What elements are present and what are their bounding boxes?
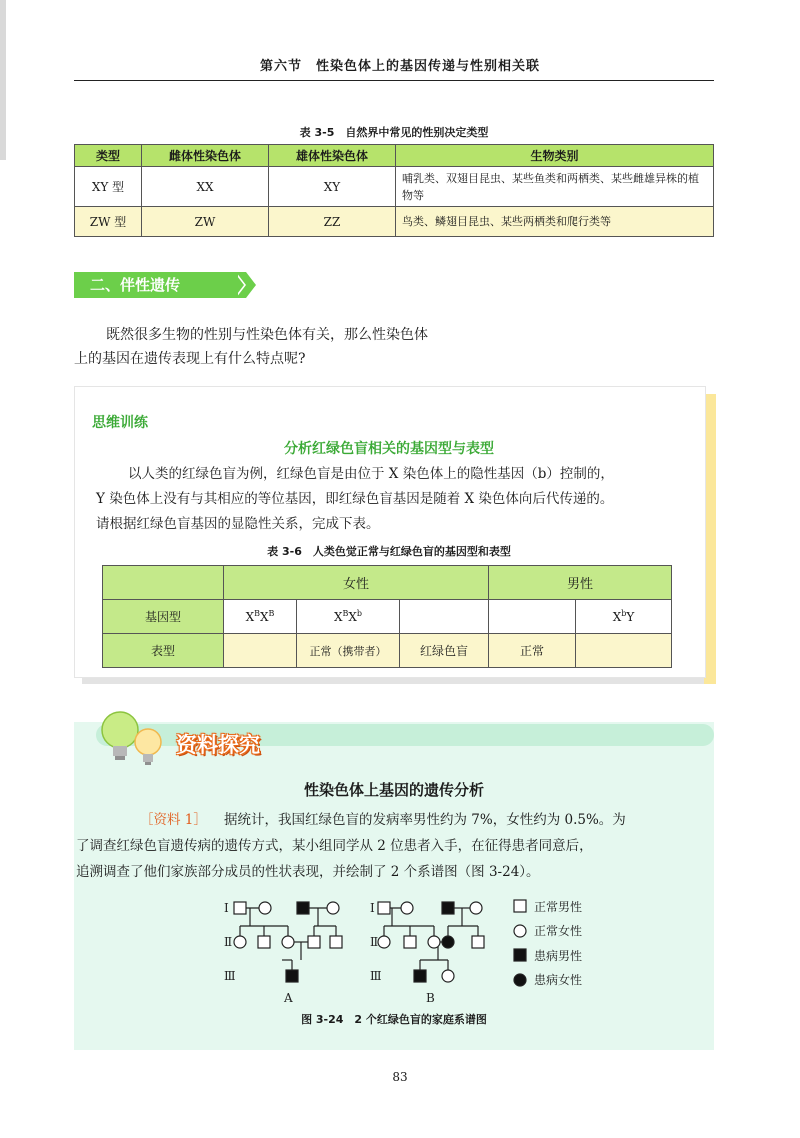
running-header: 第六节 性染色体上的基因传递与性别相关联 xyxy=(259,59,540,74)
family-label: B xyxy=(426,991,435,1005)
affected-male-symbol xyxy=(297,902,309,914)
normal-male-symbol xyxy=(472,936,484,948)
legend-label: 患病男性 xyxy=(534,949,583,963)
gen-label: Ⅰ xyxy=(370,901,375,915)
resource-tag: ［资料 1］ xyxy=(140,812,207,828)
family-label: A xyxy=(284,991,293,1005)
phenotype-cell: 正常（携带者） xyxy=(297,634,400,668)
female-header: 女性 xyxy=(224,566,489,600)
col-header: 雌体性染色体 xyxy=(142,145,269,167)
normal-female-symbol xyxy=(378,936,390,948)
normal-female-symbol xyxy=(428,936,440,948)
table-cell: XX xyxy=(142,167,269,207)
legend-label: 正常男性 xyxy=(534,900,583,914)
table-cell xyxy=(103,566,224,600)
gen-label: Ⅰ xyxy=(224,901,229,915)
section-banner: 二、伴性遗传 xyxy=(74,272,238,298)
lightbulb-icon xyxy=(92,708,172,768)
col-header: 雄体性染色体 xyxy=(269,145,396,167)
col-header: 生物类别 xyxy=(396,145,714,167)
page-number: 83 xyxy=(392,1070,408,1084)
affected-male-symbol xyxy=(286,970,298,982)
row-header: 基因型 xyxy=(103,600,224,634)
affected-male-symbol xyxy=(442,902,454,914)
normal-female-symbol xyxy=(470,902,482,914)
resource-line: 了调查红绿色盲遗传病的遗传方式，某小组同学从 2 位患者入手，在征得患者同意后， xyxy=(76,838,593,854)
normal-male-symbol xyxy=(330,936,342,948)
resource-line: 据统计，我国红绿色盲的发病率男性约为 7%，女性约为 0.5%。为 xyxy=(224,812,626,828)
resource-title: 资料探究 xyxy=(176,733,260,757)
table-cell: 哺乳类、双翅目昆虫、某些鱼类和两栖类、某些雌雄异株的植物等 xyxy=(396,167,714,207)
legend-normal-female-icon xyxy=(514,925,526,937)
normal-female-symbol xyxy=(401,902,413,914)
genotype-cell: $X^BX^B$ xyxy=(224,600,297,634)
phenotype-cell: 红绿色盲 xyxy=(400,634,489,668)
normal-female-symbol xyxy=(282,936,294,948)
page-edge-rule xyxy=(0,0,6,160)
genotype-cell xyxy=(400,600,489,634)
box-label: 思维训练 xyxy=(92,415,148,431)
legend-affected-male-icon xyxy=(514,949,526,961)
table-3-5 xyxy=(74,144,714,237)
legend-affected-female-icon xyxy=(514,974,526,986)
resource-line: 追溯调查了他们家族部分成员的性状表现，并绘制了 2 个系谱图（图 3-24）。 xyxy=(76,864,540,880)
body-line: 请根据红绿色盲基因的显隐性关系，完成下表。 xyxy=(96,516,380,532)
genotype-cell xyxy=(489,600,576,634)
normal-female-symbol xyxy=(442,970,454,982)
pedigree-diagram xyxy=(74,888,714,1010)
male-header: 男性 xyxy=(489,566,672,600)
table-3-6 xyxy=(102,565,672,668)
legend-normal-male-icon xyxy=(514,900,526,912)
row-header: 表型 xyxy=(103,634,224,668)
table-row xyxy=(103,600,672,634)
normal-male-symbol xyxy=(258,936,270,948)
phenotype-cell: 正常 xyxy=(489,634,576,668)
normal-male-symbol xyxy=(378,902,390,914)
normal-male-symbol xyxy=(404,936,416,948)
gen-label: Ⅲ xyxy=(370,969,382,983)
normal-male-symbol xyxy=(308,936,320,948)
gen-label: Ⅲ xyxy=(224,969,236,983)
table-cell: 鸟类、鳞翅目昆虫、某些两栖类和爬行类等 xyxy=(396,207,714,237)
table-header-row xyxy=(103,566,672,600)
table-cell: XY xyxy=(269,167,396,207)
gen-label: Ⅱ xyxy=(224,935,233,949)
double-chevron-icon xyxy=(222,270,256,300)
legend-label: 正常女性 xyxy=(534,924,583,938)
table-cell: XY 型 xyxy=(75,167,142,207)
table-row xyxy=(75,207,714,237)
header-rule xyxy=(74,80,714,81)
body-line: 以人类的红绿色盲为例，红绿色盲是由位于 X 染色体上的隐性基因（b）控制的， xyxy=(128,466,614,482)
normal-male-symbol xyxy=(234,902,246,914)
table-cell: ZZ xyxy=(269,207,396,237)
box-title: 分析红绿色盲相关的基因型与表型 xyxy=(284,441,494,457)
table-3-5-caption: 表 3-5 自然界中常见的性别决定类型 xyxy=(299,126,489,139)
genotype-cell: $X^bY$ xyxy=(576,600,672,634)
normal-female-symbol xyxy=(234,936,246,948)
normal-female-symbol xyxy=(259,902,271,914)
legend-label: 患病女性 xyxy=(534,973,583,987)
genotype-cell: $X^BX^b$ xyxy=(297,600,400,634)
phenotype-cell xyxy=(576,634,672,668)
table-header-row xyxy=(75,145,714,167)
table-row xyxy=(103,634,672,668)
table-row xyxy=(75,167,714,207)
table-cell: ZW 型 xyxy=(75,207,142,237)
col-header: 类型 xyxy=(75,145,142,167)
affected-male-symbol xyxy=(414,970,426,982)
intro-line: 上的基因在遗传表现上有什么特点呢? xyxy=(74,351,306,367)
phenotype-cell xyxy=(224,634,297,668)
normal-female-symbol xyxy=(327,902,339,914)
resource-heading: 性染色体上基因的遗传分析 xyxy=(303,781,484,799)
affected-female-symbol xyxy=(442,936,454,948)
intro-line: 既然很多生物的性别与性染色体有关，那么性染色体 xyxy=(106,327,428,343)
table-cell: ZW xyxy=(142,207,269,237)
figure-caption: 图 3-24 2 个红绿色盲的家庭系谱图 xyxy=(301,1013,487,1026)
body-line: Y 染色体上没有与其相应的等位基因，即红绿色盲基因是随着 X 染色体向后代传递的。 xyxy=(96,491,614,507)
table-3-6-caption: 表 3-6 人类色觉正常与红绿色盲的基因型和表型 xyxy=(267,545,511,558)
gen-label: Ⅱ xyxy=(370,935,379,949)
